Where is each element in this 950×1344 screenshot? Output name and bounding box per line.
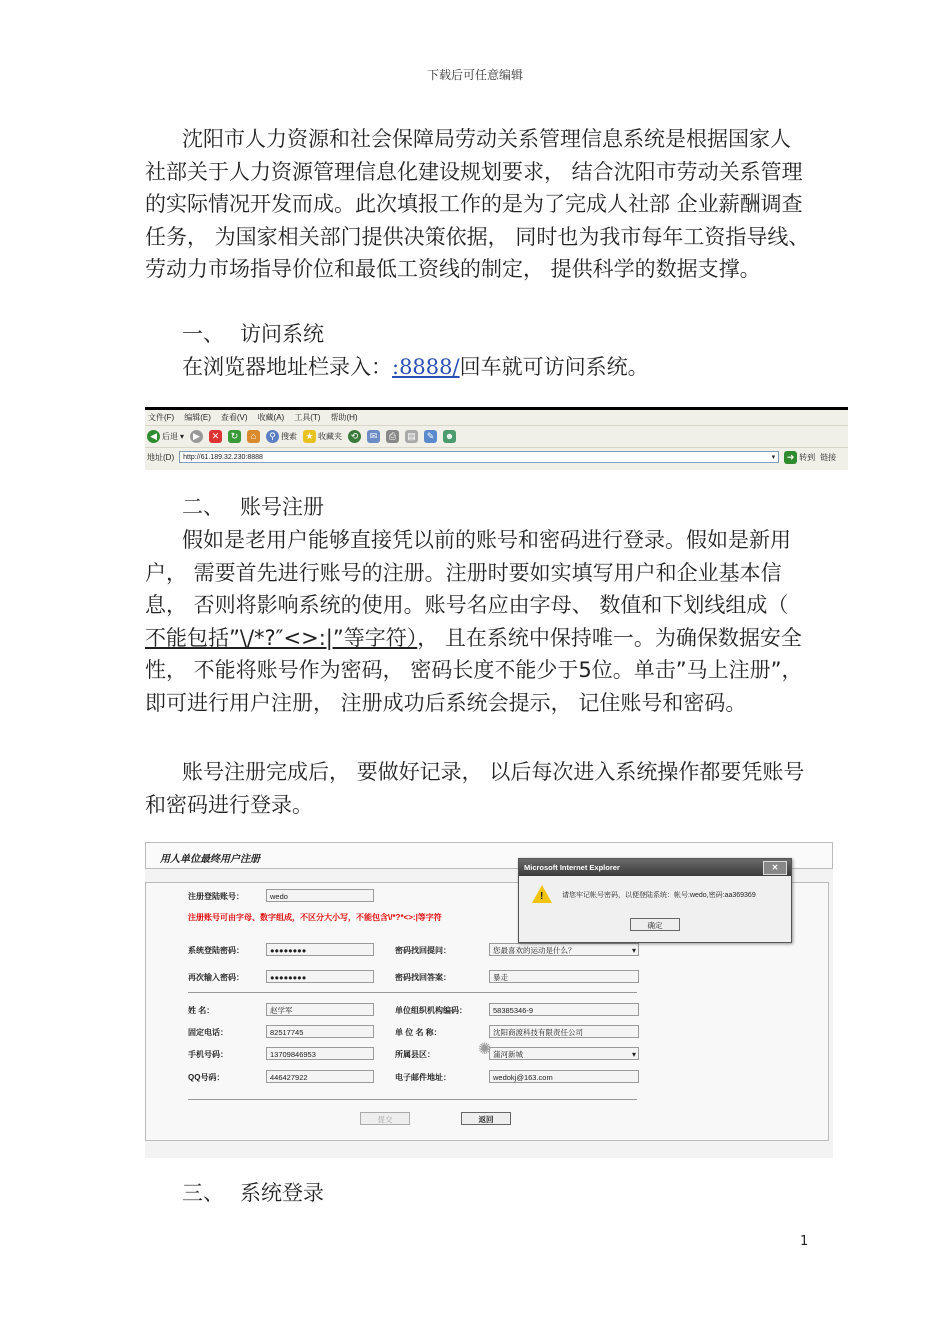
phone-input[interactable]: 82517745: [266, 1025, 374, 1038]
email-label: 电子邮件地址：: [395, 1073, 451, 1082]
favorites-button[interactable]: ★ 收藏夹: [303, 430, 342, 443]
password-confirm-input[interactable]: ●●●●●●●●: [266, 970, 374, 983]
menu-file[interactable]: 文件(F): [148, 413, 175, 422]
mobile-label: 手机号码：: [188, 1050, 228, 1059]
question-select[interactable]: 您最喜欢的运动是什么？ ▾: [489, 943, 639, 956]
mail-icon[interactable]: ✉: [367, 430, 380, 443]
form-title: 用人单位最终用户注册: [160, 854, 260, 865]
account-input[interactable]: wedo: [266, 889, 374, 902]
loading-spinner-icon: ✺: [478, 1041, 492, 1058]
email-input[interactable]: wedokj@163.com: [489, 1070, 639, 1083]
password-confirm-label: 再次输入密码：: [188, 973, 244, 982]
access-text: 在浏览器地址栏录入：: [182, 355, 392, 379]
discuss-icon[interactable]: ✎: [424, 430, 437, 443]
print-icon[interactable]: ⎙: [386, 430, 399, 443]
search-button[interactable]: ⚲ 搜索: [266, 430, 297, 443]
qq-input[interactable]: 446427922: [266, 1070, 374, 1083]
divider: [188, 992, 637, 993]
name-label: 姓 名：: [188, 1006, 215, 1015]
divider: [188, 1099, 637, 1100]
submit-button[interactable]: 提交: [360, 1112, 410, 1125]
district-label: 所属县区：: [395, 1050, 435, 1059]
address-bar: [145, 448, 848, 466]
orgcode-label: 单位组织机构编码：: [395, 1006, 467, 1015]
mobile-input[interactable]: 13709846953: [266, 1047, 374, 1060]
home-icon[interactable]: ⌂: [247, 430, 260, 443]
section-title: 账号注册: [240, 495, 324, 519]
search-icon: ⚲: [266, 430, 279, 443]
ie-alert-dialog: [518, 858, 792, 943]
registration-paragraph: 假如是老用户能够直接凭以前的账号和密码进行登录。假如是新用户， 需要首先进行账号的注册。注册时要如实填写用户和企业基本信息， 否则将影响系统的使用。账号名应由字母、 数值和下划线组成（ 不能包括”\/*?″<>:|”等字符）， 且在系统中保持唯一。为确保数据安全性， 不能将账号作为密码， 密码长度不能少于5位。单击”马上注册”， 即可进行用户注册， 注册成功后系统会提示， 记住账号和密码。: [145, 528, 803, 715]
answer-input[interactable]: 暴走: [489, 970, 639, 983]
ok-button[interactable]: 确定: [630, 918, 680, 931]
close-icon[interactable]: ✕: [763, 861, 787, 875]
edit-icon[interactable]: ▤: [405, 430, 418, 443]
back-button[interactable]: ◀ 后退 ▾: [147, 430, 184, 443]
intro-paragraph: 沈阳市人力资源和社会保障局劳动关系管理信息系统是根据国家人社部关于人力资源管理信息化建设规划要求， 结合沈阳市劳动关系管理的实际情况开发而成。此次填报工作的是为了完成人社部 企业薪酬调查任务， 为国家相关部门提供决策依据， 同时也为我市每年工资指导线、 劳动力市场指导价位和最低工资线的制定， 提供科学的数据支撑。: [145, 127, 810, 281]
section-title: 系统登录: [240, 1181, 324, 1205]
menu-tools[interactable]: 工具(T): [294, 413, 321, 422]
go-arrow-icon: ➜: [784, 451, 797, 464]
go-button[interactable]: ➜ 转到: [784, 451, 815, 464]
browser-screenshot: [145, 407, 848, 470]
section-number: 一、: [182, 322, 224, 346]
refresh-icon[interactable]: ↻: [228, 430, 241, 443]
back-button[interactable]: 返回: [461, 1112, 511, 1125]
registration-note-paragraph: 账号注册完成后， 要做好记录， 以后每次进入系统操作都要凭账号和密码进行登录。: [145, 760, 805, 817]
district-select[interactable]: 蒲河新城 ▾: [489, 1047, 639, 1060]
access-text-after: 回车就可访问系统。: [459, 355, 649, 379]
section-heading-3: [182, 1177, 324, 1209]
question-label: 密码找回提问：: [395, 946, 451, 955]
password-label: 系统登陆密码：: [188, 946, 244, 955]
account-rule-text: 注册账号可由字母、数字组成，不区分大小写，不能包含\/*?*<>:|等字符: [188, 913, 442, 922]
section-heading-2: [182, 491, 324, 523]
forbidden-chars-note: 不能包括”\/*?″<>:|”等字符）: [145, 625, 418, 650]
password-input[interactable]: ●●●●●●●●: [266, 943, 374, 956]
browser-menubar: [145, 410, 848, 426]
orgcode-input[interactable]: 58385346-9: [489, 1003, 639, 1016]
dialog-title-bar: Microsoft Internet Explorer ✕: [519, 859, 791, 876]
section-heading-1: [182, 318, 324, 350]
menu-view[interactable]: 查看(V): [220, 413, 248, 422]
menu-favorites[interactable]: 收藏(A): [257, 413, 285, 422]
page-header: 下载后可任意编辑: [426, 68, 523, 82]
back-arrow-icon: ◀: [147, 430, 160, 443]
system-url-link[interactable]: :8888/: [392, 355, 460, 379]
star-icon: ★: [303, 430, 316, 443]
section-number: 三、: [182, 1181, 224, 1205]
history-icon[interactable]: ⟲: [348, 430, 361, 443]
section-number: 二、: [182, 495, 224, 519]
account-label: 注册登陆账号：: [188, 892, 244, 901]
links-label[interactable]: 链接: [820, 452, 837, 462]
unitname-label: 单 位 名 称：: [395, 1028, 442, 1037]
dialog-message: 请您牢记帐号密码，以便登陆系统：帐号:wedo,密码:aa369369: [562, 892, 756, 899]
dropdown-icon[interactable]: ▾: [771, 454, 776, 461]
menu-edit[interactable]: 编辑(E): [184, 413, 211, 422]
address-label: 地址(D): [147, 452, 175, 462]
name-input[interactable]: 赵学军: [266, 1003, 374, 1016]
unitname-input[interactable]: 沈阳商渡科技有限责任公司: [489, 1025, 639, 1038]
qq-label: QQ号码：: [188, 1073, 225, 1082]
page-number: 1: [800, 1234, 809, 1249]
section-title: 访问系统: [240, 322, 324, 346]
address-url: http://61.189.32.230:8888: [183, 453, 263, 461]
registration-screenshot: [145, 842, 833, 1158]
address-input[interactable]: [179, 451, 779, 463]
browser-toolbar: [145, 426, 848, 448]
stop-icon[interactable]: ✕: [209, 430, 222, 443]
warning-mark-icon: !: [540, 891, 544, 902]
phone-label: 固定电话：: [188, 1028, 228, 1037]
access-instruction: [182, 351, 649, 383]
forward-arrow-icon[interactable]: ▶: [190, 430, 203, 443]
messenger-icon[interactable]: ☻: [444, 431, 455, 441]
menu-help[interactable]: 帮助(H): [330, 413, 358, 422]
answer-label: 密码找回答案：: [395, 973, 451, 982]
